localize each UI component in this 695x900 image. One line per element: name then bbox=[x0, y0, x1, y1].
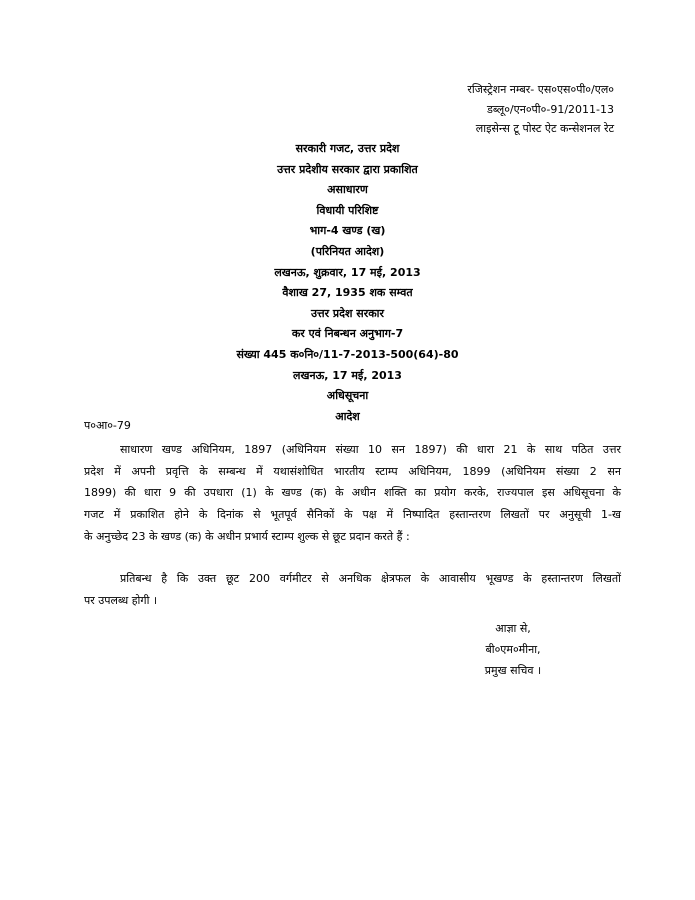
registration-wpp-number: डब्लू०/एन०पी०-91/2011-13 bbox=[487, 102, 614, 116]
issue-date: लखनऊ, शुक्रवार, 17 मई, 2013 bbox=[274, 265, 421, 279]
notification-label: अधिसूचना bbox=[326, 389, 369, 403]
notification-number: संख्या 445 क०नि०/11-7-2013-500(64)-80 bbox=[236, 347, 459, 361]
supplement-label: विधायी परिशिष्ट bbox=[316, 203, 379, 217]
notification-place-date: लखनऊ, 17 मई, 2013 bbox=[293, 368, 402, 382]
paragraph-line: 1899) की धारा 9 की उपधारा (1) के खण्ड (क) के अधीन शक्ति का प्रयोग करके, राज्यपाल इस अधिसूचना के bbox=[84, 486, 621, 500]
signature-block bbox=[478, 618, 548, 681]
government-name: उत्तर प्रदेश सरकार bbox=[310, 306, 385, 320]
registration-block bbox=[467, 80, 614, 139]
by-order-text: आज्ञा से, bbox=[495, 622, 531, 635]
paragraph-line: साधारण खण्ड अधिनियम, 1897 (अधिनियम संख्या 10 सन 1897) की धारा 21 के साथ पठित उत्तर bbox=[120, 443, 621, 456]
proviso-paragraph bbox=[84, 568, 621, 611]
gazette-heading bbox=[0, 139, 695, 427]
department-section: कर एवं निबन्धन अनुभाग-7 bbox=[291, 327, 404, 341]
extraordinary-label: असाधारण bbox=[327, 183, 368, 197]
paragraph-line: प्रतिबन्ध है कि उक्त छूट 200 वर्गमीटर से अनधिक क्षेत्रफल के आवासीय भूखण्ड के हस्तान्तरण लिखतों bbox=[120, 572, 621, 585]
published-by: उत्तर प्रदेशीय सरकार द्वारा प्रकाशित bbox=[277, 162, 418, 176]
postal-licence: लाइसेन्स टू पोस्ट ऐट कन्सेशनल रेट bbox=[475, 122, 614, 135]
signatory-designation: प्रमुख सचिव । bbox=[484, 664, 542, 677]
order-label: आदेश bbox=[335, 409, 360, 423]
gazette-title: सरकारी गजट, उत्तर प्रदेश bbox=[295, 142, 400, 155]
order-paragraph bbox=[84, 439, 621, 548]
paragraph-line: के अनुच्छेद 23 के खण्ड (क) के अधीन प्रभार्य स्टाम्प शुल्क से छूट प्रदान करते हैं : bbox=[84, 529, 410, 543]
order-type: (परिनियत आदेश) bbox=[310, 244, 385, 258]
signatory-name: बी०एम०मीना, bbox=[485, 643, 541, 656]
part-label: भाग-4 खण्ड (ख) bbox=[309, 224, 386, 238]
paragraph-line: प्रदेश में अपनी प्रवृत्ति के सम्बन्ध में यथासंशोधित भारतीय स्टाम्प अधिनियम, 1899 (अधिनियम संख्या 2 सन bbox=[84, 464, 621, 478]
reference-number: प०आ०-79 bbox=[84, 419, 131, 432]
paragraph-line: पर उपलब्ध होगी । bbox=[84, 593, 158, 607]
registration-number: रजिस्ट्रेशन नम्बर- एस०एस०पी०/एल० bbox=[467, 83, 614, 96]
saka-date: वैशाख 27, 1935 शक सम्वत bbox=[282, 286, 413, 300]
paragraph-line: गजट में प्रकाशित होने के दिनांक से भूतपूर्व सैनिकों के पक्ष में निष्पादित हस्तान्तरण लिखतों पर अनुसूची 1-ख bbox=[84, 508, 621, 522]
